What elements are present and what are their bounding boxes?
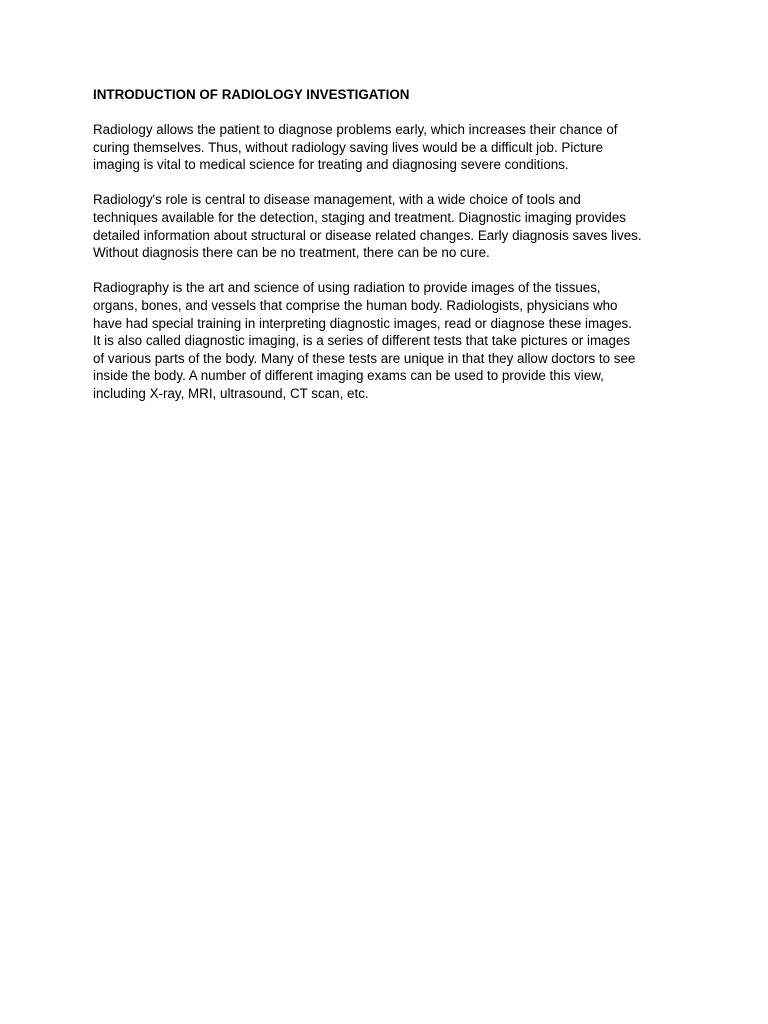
paragraph-2 bbox=[93, 191, 693, 261]
paragraph-line: of various parts of the body. Many of these tests are unique in that they allow doctors to see bbox=[93, 350, 636, 366]
document-title: INTRODUCTION OF RADIOLOGY INVESTIGATION bbox=[93, 87, 410, 102]
document-page bbox=[93, 86, 693, 420]
paragraph-line: organs, bones, and vessels that comprise the human body. Radiologists, physicians who bbox=[93, 297, 618, 313]
paragraph-1 bbox=[93, 121, 693, 174]
paragraph-line: imaging is vital to medical science for treating and diagnosing severe conditions. bbox=[93, 157, 569, 173]
paragraph-line: techniques available for the detection, staging and treatment. Diagnostic imaging provides bbox=[93, 209, 626, 225]
paragraph-line: Radiology's role is central to disease management, with a wide choice of tools and bbox=[93, 192, 581, 208]
paragraph-line: Radiology allows the patient to diagnose problems early, which increases their chance of bbox=[93, 122, 618, 137]
paragraph-line: Radiography is the art and science of using radiation to provide images of the tissues, bbox=[93, 280, 601, 296]
paragraph-line: including X-ray, MRI, ultrasound, CT scan, etc. bbox=[93, 385, 369, 401]
paragraph-line: inside the body. A number of different imaging exams can be used to provide this view, bbox=[93, 368, 604, 384]
paragraph-3 bbox=[93, 279, 693, 402]
paragraph-line: Without diagnosis there can be no treatment, there can be no cure. bbox=[93, 245, 490, 261]
paragraph-line: curing themselves. Thus, without radiology saving lives would be a difficult job. Picture bbox=[93, 139, 604, 155]
paragraph-line: detailed information about structural or disease related changes. Early diagnosis saves lives. bbox=[93, 227, 642, 243]
paragraph-line: have had special training in interpreting diagnostic images, read or diagnose these images. bbox=[93, 315, 632, 331]
paragraph-line: It is also called diagnostic imaging, is a series of different tests that take pictures or images bbox=[93, 333, 631, 349]
